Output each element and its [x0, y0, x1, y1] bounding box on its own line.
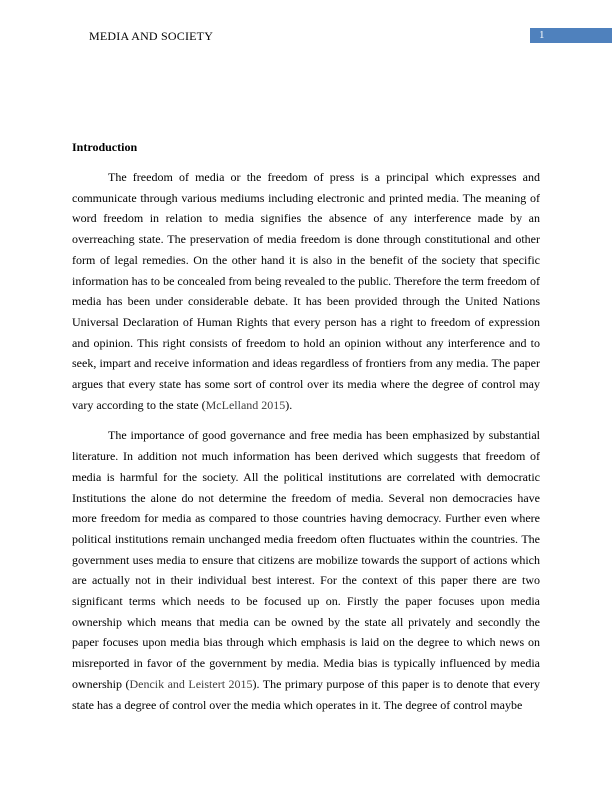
section-heading: Introduction — [72, 140, 138, 154]
running-head: MEDIA AND SOCIETY — [89, 29, 214, 43]
paragraph-governance — [72, 425, 540, 715]
document-body — [72, 138, 540, 725]
paragraph-text: The importance of good governance and free media has been emphasized by substantial literature. In addition not much information has been derived which suggests that freedom of media is harmful for the society. All the political institutions are correlated with democratic Institutions the alone do not determine the freedom of media. Several non democracies have more freedom for media as compared to those countries having democracy. Further even where political institutions remain unchanged media freedom often fluctuates within the countries. The government uses media to ensure that citizens are mobilize towards the support of actions which are actually not in their individual best interest. For the context of this paper there are two significant terms which needs to be focused up on. Firstly the paper focuses upon media ownership which means that media can be owned by the state all privately and secondly the paper focuses upon media bias through which emphasis is laid on the degree to which news on misreported in favor of the government by media. Media bias is typically influenced by media ownership ( — [72, 428, 540, 691]
page-number-box — [530, 28, 612, 43]
paragraph-text-end: ). — [285, 397, 293, 412]
page-number: 1 — [539, 29, 545, 41]
citation-dencik-leistert: Dencik and Leistert 2015 — [129, 676, 253, 691]
paragraph-text: The freedom of media or the freedom of press is a principal which expresses and communicate through various mediums including electronic and printed media. The meaning of word freedom in relation to media signifies the absence of any interference made by an overreaching state. The preservation of media freedom is done through constitutional and other form of legal remedies. On the other hand it is also in the benefit of the society that specific information has to be concealed from being revealed to the public. Therefore the term freedom of media has been under considerable debate. It has been provided through the United Nations Universal Declaration of Human Rights that every person has a right to freedom of expression and opinion. This right consists of freedom to hold an opinion without any interference and to seek, impart and receive information and ideas regardless of frontiers from any media. The paper argues that every state has some sort of control over its media where the degree of control may vary according to the state ( — [72, 170, 540, 412]
paragraph-text-end: ). The primary purpose of this paper is to denote that every state has a degree of control over the media which operates in it. The degree of control maybe — [72, 676, 540, 712]
citation-mclelland: McLelland 2015 — [205, 397, 286, 412]
paragraph-intro — [72, 167, 540, 415]
